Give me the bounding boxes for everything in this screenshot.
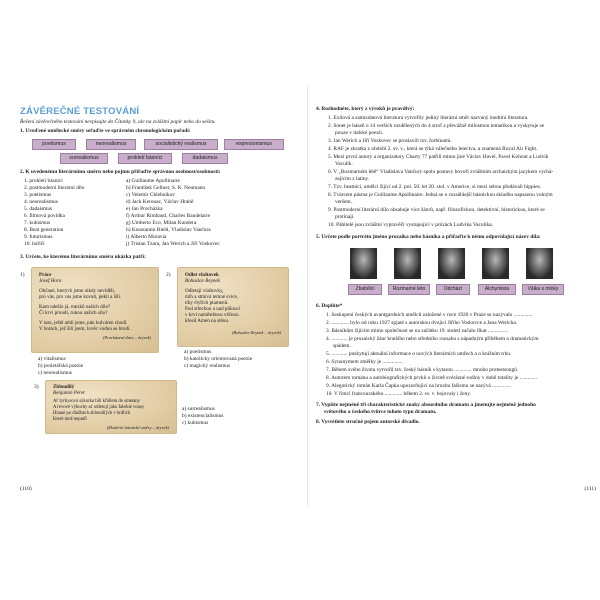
excerpt-1-author: Josef Hora: [39, 278, 62, 284]
excerpt-line: V tatu, ještě athli jsme, pán bulváren chodí.: [39, 320, 128, 326]
portrait-photo: [438, 248, 465, 279]
statement-item: 1. Exilová a samizdatová literatura vytvořily jediný literární směr nazvaný inedtiní literatura.: [328, 115, 529, 121]
excerpt-2-parchment: [177, 267, 289, 347]
fill-item: 4. ............ je prozaický žánr kratšího nebo středního rozsahu s nápadným příběhem a dramatickým: [326, 336, 539, 342]
option-item: c) kubismus: [182, 420, 209, 426]
excerpt-line: tíhy čtyřích plamenů.: [185, 300, 229, 306]
portrait-photo: [350, 248, 377, 279]
tag-prokleti-basnici: prokletí básníci: [118, 153, 172, 164]
fill-item: 7. Během svého života vytvořil tzv. český básník s kytarou ............. mnoho protestsongů.: [326, 367, 519, 373]
list-item: h) Konstantin Biebl, Vladislav Vančura: [126, 227, 211, 233]
caption-odchazi: Odchází: [436, 284, 470, 295]
question-5-title: 5. Určete podle portrétu jméno prozaika nebo básníka a přiřaďte k němu odpovídající název díla:: [316, 234, 541, 240]
excerpt-3-title: Zbloudilý: [53, 384, 75, 390]
list-item: 9. futurismus: [24, 234, 53, 240]
portrait-photo: [526, 248, 553, 279]
statement-item: 10. Pábitelé jsou zvláštní vypravěči vystupující v prózách Ludvíka Vaculíka.: [328, 222, 494, 228]
statement-item: 7. Tzv. beatnici, umělci žijící od 2. pol. 50. let 20. stol. v Americe, si mezi sebou předávali hippies.: [328, 184, 542, 190]
caption-alchymista: Alchymista: [478, 284, 516, 295]
question-4-title: 4. Rozhodněte, který z výroků je pravdivý:: [316, 106, 415, 112]
tag-dadaismus: dadaismus: [182, 153, 228, 164]
excerpt-1-title: Práce: [39, 272, 52, 278]
fill-item: 5. ............ poskytují aktuální informace o nových literárních umřech a o knižním trhu.: [326, 351, 512, 357]
list-item: 8. Beat generation: [24, 227, 64, 233]
excerpt-line: mlh a stmívá temné svíce,: [185, 294, 239, 300]
tag-socialisticky-realismus: socialistický realismus: [144, 139, 218, 150]
option-item: a) vitalismus: [38, 356, 66, 362]
question-1-title: 1. Uveďené umělecké směry seřaďte ve správném chronologickém pořadí:: [20, 128, 191, 134]
page-number: (110): [20, 486, 32, 492]
excerpt-2-title: Odlet vlaštovek: [185, 272, 219, 278]
list-item: 2. postmoderní literární dílo: [24, 185, 85, 191]
question-8-title: 8. Vysvětlete stručně pojem autorské divadlo.: [316, 419, 420, 425]
excerpt-line: Odletají vlaštovky,: [185, 288, 224, 294]
portrait-photo: [394, 248, 421, 279]
statement-item: 6. V „Rozmarném létě“ Vladislava Vančury spolu postavy hovoří zvláštním archaickým jazykem vychá-: [328, 169, 554, 175]
tag-expresionismus: expresionismus: [224, 139, 284, 150]
page-number: (111): [584, 486, 596, 492]
statement-item: zejícím z latiny.: [335, 176, 370, 182]
list-item: 5. dadaismus: [24, 206, 53, 212]
excerpt-line: křesil Amen na stěnu.: [185, 318, 230, 324]
tag-neorealismus: neorealismus: [86, 139, 136, 150]
fill-item: 6. Synonymem změlky je ...............: [326, 359, 403, 365]
statement-item: 5. Mezi první autory a organizátory Charty 77 patřili mimo jiné Václav Havel, Pavel Kohout a Ludvík: [328, 154, 549, 160]
statement-item: 2. Sonet je báseň o 14 verších rozdělených do 4 strof a převážně milostnou tematikou a vyskytuje se: [328, 123, 545, 129]
list-item: i) Alberto Moravia: [126, 234, 167, 240]
statement-item: 9. Postmoderní literární dílo obsahuje více žánrů, např. filozofickou, detektivní, historickou, které se: [328, 207, 545, 213]
statement-item: 4. RAF je zkratka z období 2. sv. v., která se týká válečného letectva, a znamená Royal Air Fight.: [328, 146, 538, 152]
question-7-title-continued: světového a českého tvůrce tohoto typu dramatu.: [324, 409, 437, 415]
list-item: e) Jan Procházka: [126, 206, 163, 212]
list-item: a) Guillaume Apollinaire: [126, 178, 180, 184]
excerpt-line: Hnané po dlažbách zbloudilých v hrdlích: [53, 411, 131, 416]
excerpt-3-source: (Moderní básnické směry – úryvek): [106, 425, 169, 430]
list-item: j) Tristan Tzara, Jan Werich a Jiří Voskovec: [126, 241, 220, 247]
excerpt-3-number: 3): [34, 384, 39, 390]
excerpt-line: A revové výbuchy ať odletují jako falešné vousy: [53, 405, 145, 410]
list-item: 1. prokletí básníci: [24, 178, 63, 184]
list-item: f) Arthur Rimbaud, Charles Baudelaire: [126, 213, 210, 219]
list-item: b) František Gellner, S. K. Neumann: [126, 185, 206, 191]
excerpt-line: Pod střechou a nad půlnocí: [185, 306, 241, 312]
right-page: [312, 86, 600, 506]
statement-item: veršem.: [335, 199, 352, 205]
question-3-title: 3. Určete, ke kterému literárnímu směru ukázka patří:: [20, 254, 146, 260]
page-title: ZÁVĚREČNÉ TESTOVÁNÍ: [20, 106, 140, 117]
list-item: c) Velemir Chlebnikov: [126, 192, 176, 198]
excerpt-line: Které mně nepatří: [53, 417, 87, 422]
fill-item: spádem.: [333, 343, 351, 349]
option-item: c) magický realismus: [184, 363, 231, 369]
list-item: 10. buřiči: [24, 241, 45, 247]
tag-surrealismus: surrealismus: [60, 153, 108, 164]
option-item: b) katolicky orientovaná poezie: [184, 356, 253, 362]
question-6-title: 6. Doplňte*: [316, 303, 343, 309]
excerpt-line: v krvi naměstěnou věčnou: [185, 312, 239, 318]
excerpt-line: pro vás, pro vás jsme kovali, pekli a šili.: [39, 294, 122, 300]
fill-item: 1. Seskupení českých avantgardních umělců založené v roce 1920 v Praze se nazývalo ..............: [326, 312, 533, 318]
list-item: d) Jack Kerouac, Václav Hrabě: [126, 199, 194, 205]
page-gutter: [307, 86, 308, 506]
caption-zbabelci: Zbabělci: [348, 284, 382, 295]
list-item: 7. kubismus: [24, 220, 51, 226]
option-item: a) poetismus: [184, 349, 212, 355]
fill-item: 3. Básníkům žijícím mimo společnost se na začátku 19. století začalo říkat ...............: [326, 328, 509, 334]
caption-rozmarne-leto: Rozmarné léto: [388, 284, 430, 295]
option-item: c) neorealismus: [38, 370, 72, 376]
caption-valka-s-mloky: Válka s mloky: [522, 284, 564, 295]
page-subtitle: Řešení závěrečného testování nevpisujte do Čítanky 9, ale na zvláštní papír nebo do sešitu.: [20, 119, 216, 125]
option-item: b) existencialismus: [182, 413, 224, 419]
excerpt-3-parchment: [45, 380, 177, 434]
excerpt-2-author: Bohuslav Reynek: [185, 278, 220, 284]
option-item: b) proletářská poezie: [38, 363, 84, 369]
excerpt-line: Ať tyrkysová sýkorka bílí křídlem do smetany: [53, 399, 140, 404]
fill-item: 2. ............. bylo od roku 1927 spjaté s autorskou dvojicí Jiřího Voskovce a Jana Wericha.: [326, 320, 518, 326]
left-page: [14, 86, 304, 506]
excerpt-2-source: (Bohuslav Reynek – úryvek): [231, 330, 281, 335]
statement-item: 8. Tvárcem pásma je Guillaume Apollinaire. Jedná se o rozsáhlejší básnickou skladbu napsanou volným: [328, 192, 553, 198]
excerpt-2-number: 2): [166, 272, 171, 278]
list-item: g) Umberto Eco, Milan Kundera: [126, 220, 197, 226]
list-item: 3. poetismus: [24, 192, 52, 198]
portrait-photo: [482, 248, 509, 279]
book-spread: [8, 86, 596, 506]
excerpt-line: Či krví proudí, rukou našich sílo?: [39, 310, 108, 316]
excerpt-line: Občané, kterých jsme nikdy neviděli,: [39, 288, 116, 294]
fill-item: 10. V římci francouzského ............. během 2. sv. v. bojovaly i ženy.: [326, 391, 472, 397]
fill-item: 9. Alegorický román Karla Čapka upozorňující na hrozbu fašismu se nazývá ..............: [326, 383, 512, 389]
excerpt-1-number: 1): [20, 272, 25, 278]
tag-poetismus: poetismus: [32, 139, 76, 150]
statement-item: pouze v italské poezii.: [335, 130, 384, 136]
question-7-title: 7. Vypište nejméně tři charakteristické znaky absurdního dramatu a jmenujte nejméně jednoho: [316, 402, 536, 408]
excerpt-line: Kam odešlo já, mezků našich dílo?: [39, 304, 111, 310]
question-2-title: 2. K uvedenému literárnímu směru nebo pojmu přiřaďte správnou osobnost/osobnosti:: [20, 169, 221, 175]
fill-item: 8. Autorem románu a autobiografických prvků o životě svérázné rodiny v době totality je .............: [326, 375, 538, 381]
statement-item: Vaculík.: [335, 161, 353, 167]
excerpt-3-author: Benjamin Péret: [53, 390, 85, 396]
option-item: a) surrealismus: [182, 406, 215, 412]
excerpt-1-parchment: [31, 267, 159, 353]
excerpt-1-source: (Procházení dnes – úryvek): [103, 335, 151, 340]
statement-item: protínají.: [335, 214, 355, 220]
statement-item: 3. Jan Werich a Jiří Voskovec se proslavili tzv. forbínami.: [328, 138, 452, 144]
list-item: 4. neorealismus: [24, 199, 58, 205]
excerpt-line: V botách, jež šili jsem, lověc vodou se brodí.: [39, 326, 131, 332]
list-item: 6. filmová povídka: [24, 213, 65, 219]
